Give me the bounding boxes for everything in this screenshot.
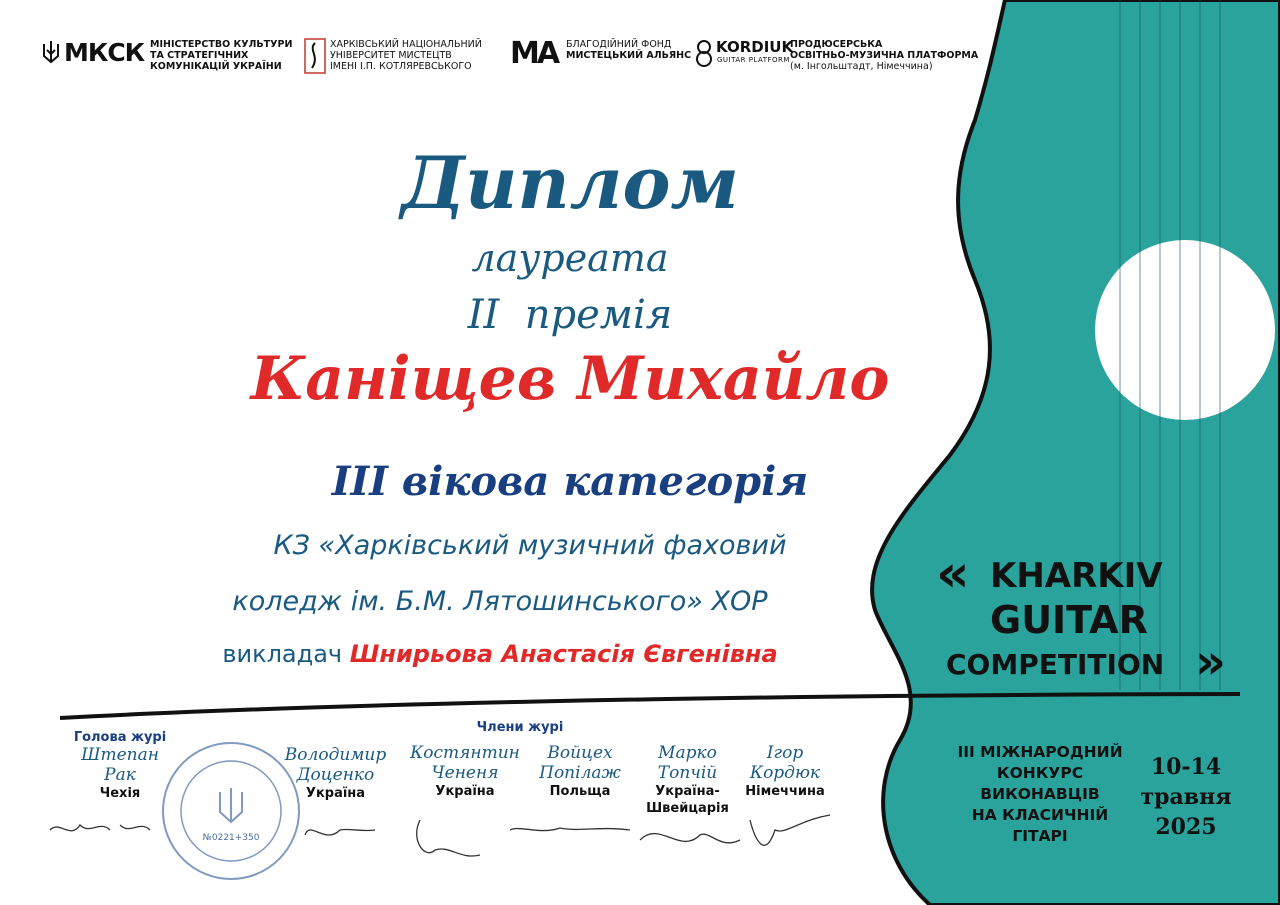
jury-last-name: Топчій [657,763,718,783]
kordiuk-sub: GUITAR PLATFORM [717,56,790,64]
jury-country: Чехія [99,786,141,801]
jury-first-name: Володимир [284,745,387,765]
guitar-sound-hole [1095,240,1275,420]
jury-country: Україна [435,784,495,799]
competition-name-line-3: COMPETITION [946,648,1165,681]
teacher-name: Шнирьова Анастасія Євгенівна [349,640,778,668]
competition-name-line-2: GUITAR [990,598,1148,642]
university-name: ХАРКІВСЬКИЙ НАЦІОНАЛЬНИЙ УНІВЕРСИТЕТ МИСТЕЦТВ ІМЕНІ І.П. КОТЛЯРЕВСЬКОГО [330,39,482,72]
jury-first-name: Штепан [81,745,159,765]
jury-first-name: Войцех [547,743,613,763]
platform-name: ПРОДЮСЕРСЬКА ОСВІТНЬО-МУЗИЧНА ПЛАТФОРМА (м. Інгольштадт, Німеччина) [790,39,979,72]
jury-country: Україна- [655,784,720,799]
ministry-abbr: МКСК [64,38,145,67]
jury-first-name: Марко [658,743,717,763]
signatures [40,800,880,890]
recipient-name: Каніщев Михайло [250,344,890,414]
diploma-title: Диплом [401,140,739,225]
jury-country: Польща [549,784,611,799]
kordiuk-name: KORDIUK [716,38,794,56]
jury-members-label: Члени журі [476,720,564,735]
age-category: III вікова категорія [331,458,809,505]
prize-label: II премія [467,292,673,338]
jury-head-label: Голова журі [73,730,167,745]
institution-line-2: коледж ім. Б.М. Лятошинського» ХОР [232,586,768,617]
fund-name: БЛАГОДІЙНИЙ ФОНД МИСТЕЦЬКИЙ АЛЬЯНС [566,39,692,61]
competition-name-line-1: KHARKIV [990,556,1163,596]
jury-last-name: Кордюк [749,763,821,783]
teacher-label: викладач [222,640,343,668]
fund-abbr: МА [510,36,558,71]
jury-last-name: Чененя [431,763,499,783]
trident-icon [42,40,60,66]
jury-first-name: Костянтин [410,743,520,763]
jury-last-name: Попілаж [539,763,621,783]
competition-description: ІІІ МІЖНАРОДНИЙ КОНКУРС ВИКОНАВЦІВ НА КЛАСИЧНІЙ ГІТАРІ [957,743,1123,845]
teacher-line [150,640,850,668]
diploma-subtitle: лауреата [471,236,669,280]
jury-member [535,743,625,800]
chevron-right-icon: » [1195,634,1227,690]
competition-dates: 10-14 травня 2025 [1140,754,1232,840]
jury-head [65,745,175,802]
stamp-number: №0221+350 [202,833,260,843]
guitar-icon [694,38,714,68]
jury-member [740,743,830,800]
jury-last-name: Рак [104,765,136,785]
jury-member [405,743,525,800]
jury-country: Німеччина [745,784,825,799]
jury-first-name: Ігор [766,743,804,763]
jury-last-name: Доценко [296,765,375,785]
jury-country-2: Швейцарія [646,801,729,816]
chevron-left-icon: « [936,544,970,604]
ministry-name: МІНІСТЕРСТВО КУЛЬТУРИ ТА СТРАТЕГІЧНИХ КОМУНІКАЦІЙ УКРАЇНИ [150,39,293,72]
university-emblem-icon [304,38,326,74]
institution-line-1: КЗ «Харківський музичний фаховий [273,530,787,561]
jury-country: Україна [305,786,366,801]
